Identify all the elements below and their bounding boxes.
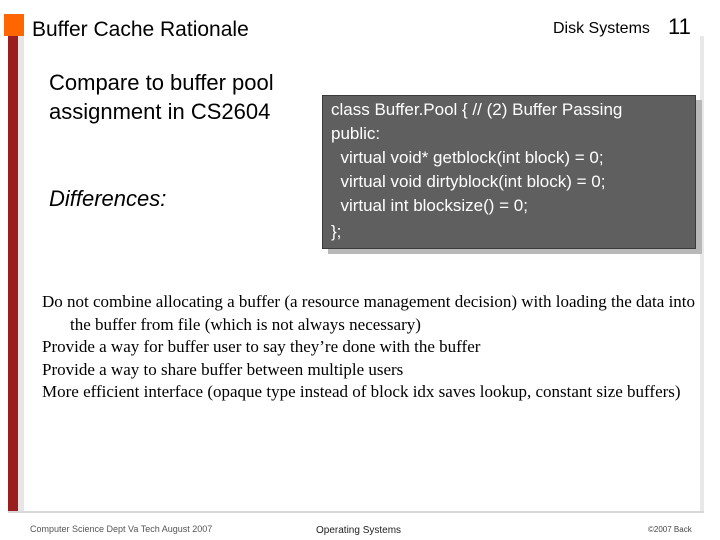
- bullet-item: Provide a way to share buffer between multiple users: [42, 359, 404, 379]
- intro-text: Compare to buffer pool assignment in CS2604: [49, 70, 274, 124]
- code-line: virtual void* getblock(int block) = 0;: [331, 148, 604, 167]
- section-label: Disk Systems: [553, 20, 650, 37]
- accent-square: [4, 14, 24, 36]
- code-line: virtual int blocksize() = 0;: [331, 196, 528, 215]
- slide-number: 11: [668, 14, 691, 39]
- differences-label: Differences:: [49, 186, 167, 211]
- slide-title: Buffer Cache Rationale: [32, 18, 249, 41]
- bullet-item: More efficient interface (opaque type instead of block idx saves lookup, constant size buffers): [42, 382, 681, 401]
- bullet-list: [42, 291, 702, 404]
- bottom-divider: [8, 511, 704, 513]
- footer-course: Operating Systems: [316, 525, 402, 536]
- code-line: class Buffer.Pool { // (2) Buffer Passing: [331, 100, 623, 119]
- bullet-item: Do not combine allocating a buffer (a resource management decision) with loading the data into the buffer from file (which is not always necessary): [42, 292, 696, 334]
- left-shade-bar: [18, 36, 24, 512]
- footer-copyright: ©2007 Back: [648, 525, 692, 534]
- code-line: };: [331, 222, 342, 241]
- footer-dept: Computer Science Dept Va Tech August 2007: [30, 524, 213, 534]
- left-accent-bar: [8, 36, 18, 512]
- code-line: virtual void dirtyblock(int block) = 0;: [331, 172, 606, 191]
- code-line: public:: [331, 124, 381, 143]
- bullet-item: Provide a way for buffer user to say they’re done with the buffer: [42, 337, 481, 356]
